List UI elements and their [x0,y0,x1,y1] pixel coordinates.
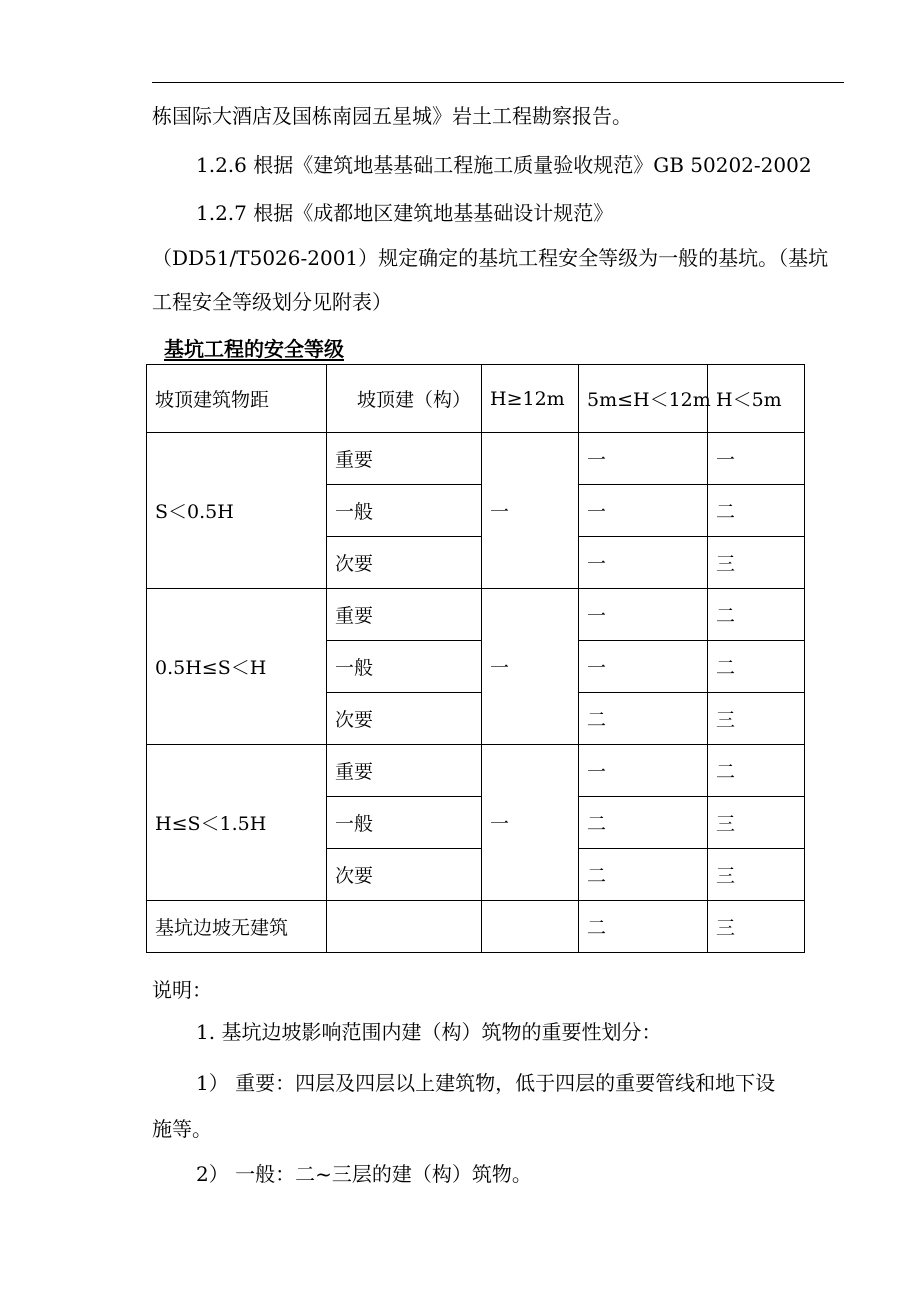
grade-h12-cell: 一 [482,745,579,901]
note-item-important-cont: 施等。 [152,1117,212,1141]
grade-mid-cell: 二 [579,849,708,901]
grade-low-cell: 二 [708,485,805,537]
note-item-important: 1） 重要：四层及四层以上建筑物，低于四层的重要管线和地下设 [196,1071,776,1095]
grade-low-cell: 二 [708,641,805,693]
grade-low-cell: 一 [708,433,805,485]
building-type-cell: 重要 [327,433,482,485]
distance-cell: 0.5H≤S＜H [147,589,327,745]
building-type-cell: 次要 [327,849,482,901]
notes-title: 说明： [152,978,212,1002]
building-type-cell: 次要 [327,693,482,745]
distance-cell: H≤S＜1.5H [147,745,327,901]
text-line-2: 1.2.6 根据《建筑地基基础工程施工质量验收规范》GB 50202-2002 [196,153,812,177]
building-type-cell: 一般 [327,485,482,537]
grade-low-cell: 三 [708,797,805,849]
distance-cell: 基坑边坡无建筑 [147,901,327,953]
note-item-1: 1. 基坑边坡影响范围内建（构）筑物的重要性划分： [196,1020,662,1044]
grade-low-cell: 三 [708,849,805,901]
text-line-3: 1.2.7 根据《成都地区建筑地基基础设计规范》 [196,201,614,225]
grade-low-cell: 二 [708,589,805,641]
grade-mid-cell: 二 [579,797,708,849]
distance-cell: S＜0.5H [147,433,327,589]
building-type-cell: 重要 [327,589,482,641]
text-line-5: 工程安全等级划分见附表） [152,290,392,314]
text-line-4: （DD51/T5026-2001）规定确定的基坑工程安全等级为一般的基坑。（基坑 [152,246,829,270]
grade-mid-cell: 一 [579,485,708,537]
grade-mid-cell: 一 [579,589,708,641]
grade-mid-cell: 一 [579,433,708,485]
table-row [147,589,805,641]
building-type-cell: 一般 [327,797,482,849]
table-row-no-building [147,901,805,953]
grade-h12-cell: 一 [482,589,579,745]
grade-low-cell: 三 [708,537,805,589]
building-type-cell [327,901,482,953]
note-item-general: 2） 一般：二~三层的建（构）筑物。 [196,1162,532,1186]
text-line-1: 栋国际大酒店及国栋南园五星城》岩土工程勘察报告。 [152,104,632,128]
grade-low-cell: 三 [708,693,805,745]
table-row [147,433,805,485]
safety-grade-table [146,364,805,953]
grade-mid-cell: 一 [579,745,708,797]
table-header-row [147,365,805,433]
header-cell: 坡顶建筑物距 [147,365,327,433]
header-cell: H≥12m [482,365,579,433]
table-caption: 基坑工程的安全等级 [164,337,344,361]
grade-h12-cell: 一 [482,433,579,589]
grade-h12-cell [482,901,579,953]
building-type-cell: 次要 [327,537,482,589]
building-type-cell: 重要 [327,745,482,797]
grade-mid-cell: 二 [579,901,708,953]
grade-low-cell: 三 [708,901,805,953]
building-type-cell: 一般 [327,641,482,693]
grade-mid-cell: 二 [579,693,708,745]
header-cell: 5m≤H＜12m [579,365,708,433]
header-cell: 坡顶建（构） [327,365,482,433]
grade-mid-cell: 一 [579,641,708,693]
header-rule [152,82,844,83]
grade-mid-cell: 一 [579,537,708,589]
header-cell: H＜5m [708,365,805,433]
grade-low-cell: 二 [708,745,805,797]
table-row [147,745,805,797]
